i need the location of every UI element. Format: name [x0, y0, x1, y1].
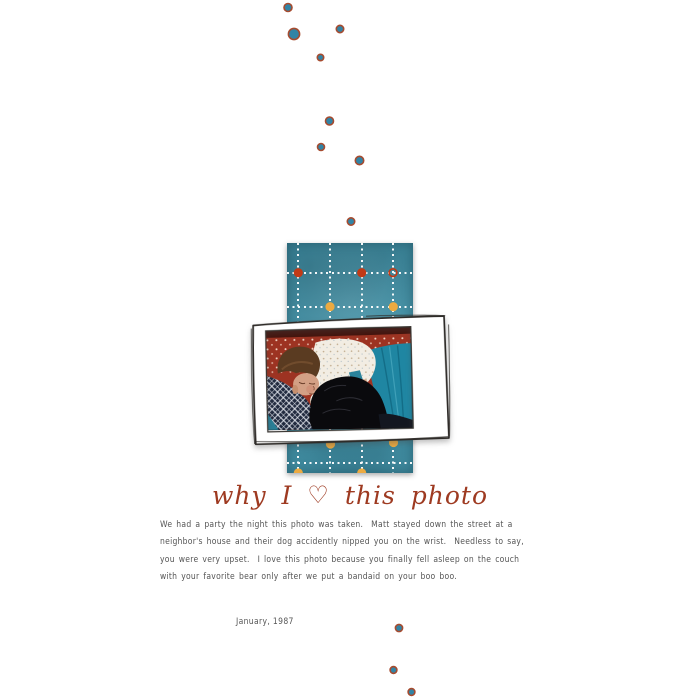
- amber-accent-dot: [325, 302, 334, 311]
- scatter-dot: [288, 28, 299, 39]
- ring-accent-dot: [389, 269, 397, 277]
- journal-line: you were very upset. I love this photo because you finally fell asleep on the couch: [160, 554, 520, 565]
- scatter-dot: [408, 689, 415, 696]
- red-accent-dot: [294, 268, 303, 277]
- scatter-dot: [284, 4, 292, 12]
- scatter-dot: [390, 667, 397, 674]
- scatter-dot: [326, 117, 334, 125]
- amber-accent-dot: [294, 468, 303, 473]
- journal-line: We had a party the night this photo was taken. Matt stayed down the street at a: [160, 520, 513, 530]
- journal-line: neighbor's house and their dog accidently nipped you on the wrist. Needless to say,: [160, 537, 524, 548]
- amber-accent-dot: [357, 468, 366, 473]
- scatter-dot: [318, 144, 325, 151]
- heart-icon: ♡: [307, 481, 330, 509]
- doodle-frame: [248, 312, 451, 445]
- date-label: January, 1987: [236, 617, 294, 627]
- red-accent-dot: [357, 268, 366, 277]
- framed-photo: [248, 312, 451, 445]
- scatter-dot: [395, 624, 402, 631]
- journal-text: [160, 517, 560, 586]
- title-text-pre: why I: [211, 481, 293, 510]
- page-title: [0, 481, 700, 510]
- title-text-post: this photo: [344, 481, 489, 510]
- scatter-dot: [317, 54, 323, 60]
- frame-inner-line: [266, 327, 414, 432]
- scatter-dot: [347, 218, 354, 225]
- scatter-dot: [355, 156, 363, 164]
- journal-line: with your favorite bear only after we put a bandaid on your boo boo.: [160, 571, 457, 582]
- scatter-dot: [336, 25, 343, 32]
- amber-accent-dot: [389, 302, 398, 311]
